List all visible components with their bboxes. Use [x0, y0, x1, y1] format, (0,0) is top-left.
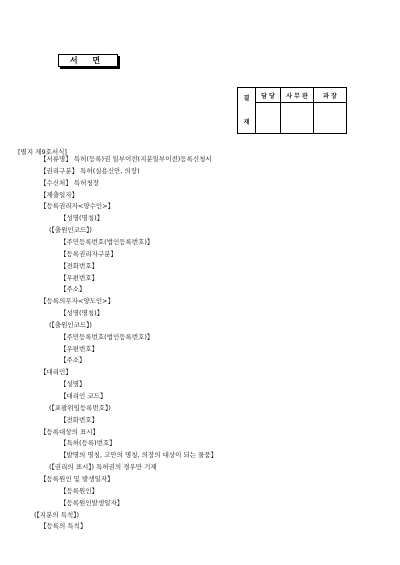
form-line: (【지분의 특칙】) — [34, 510, 80, 519]
form-line: 【성명(명칭)】 — [60, 309, 104, 318]
form-line: 【대리인 코드】 — [60, 392, 107, 400]
approval-header-3: 과 장 — [314, 88, 347, 103]
form-line: 【주소】 — [60, 285, 86, 294]
form-line: 【전화번호】 — [60, 415, 99, 424]
form-line: (【출원인코드】) — [49, 320, 92, 329]
form-line: 【주소】 — [60, 356, 86, 365]
form-line: 【등록원인 및 발생일자】 — [40, 474, 114, 483]
approval-header-1: 담 당 — [256, 88, 281, 103]
form-line: 【권리구분】 특허(실용신안, 의장) — [40, 166, 140, 175]
form-line: 【등록권리자구분】 — [60, 249, 117, 258]
form-line: 【제출일자】 — [40, 190, 79, 199]
form-line: 【서류명】 특허(등록)권 일부이전(지분일부이전)등록신청서 — [40, 155, 212, 163]
document-title: 서 면 — [58, 54, 118, 67]
form-line: 【발명의 명칭, 고안의 명칭, 의장의 대상이 되는 물품】 — [60, 451, 218, 460]
approval-side-label — [238, 88, 256, 134]
form-line: 【수신처】 특허청장 — [40, 178, 100, 187]
form-line: 【등록의무자<양도인>】 — [40, 297, 115, 306]
form-line: 【대리인】 — [40, 368, 72, 377]
form-line: 【전화번호】 — [60, 261, 99, 270]
form-line: 【등록권리자<양수인>】 — [40, 202, 115, 211]
form-line: 【특허(등록)번호】 — [60, 439, 116, 448]
form-line: 【우편번호】 — [60, 273, 99, 282]
form-line: 【성명】 — [60, 380, 86, 389]
form-line: 【우편번호】 — [60, 344, 99, 353]
form-number: [별지 제9호서식] — [18, 148, 67, 156]
form-line: 【등록의 특칙】 — [40, 522, 87, 531]
form-line: (【포괄위임등록번호】) — [49, 403, 111, 412]
approval-side-bottom: 재 — [243, 118, 250, 126]
form-line: 【주민등록번호(법인등록번호)】 — [60, 332, 154, 341]
approval-header-2: 사 무 관 — [281, 88, 314, 103]
form-line: (【출원인코드】) — [49, 226, 92, 235]
form-line: 【등록원인발생일자】 — [60, 498, 124, 507]
form-line: (【권리의 표시】) 특허권의 경우만 기재 — [49, 463, 157, 472]
form-line: 【등록대상의 표시】 — [40, 427, 100, 436]
approval-cell-2[interactable] — [281, 103, 314, 134]
approval-cell-3[interactable] — [314, 103, 347, 134]
form-line: 【주민등록번호(법인등록번호)】 — [60, 237, 154, 246]
approval-table — [237, 87, 347, 134]
form-line: 【성명(명칭)】 — [60, 214, 104, 223]
form-line: 【등록원인】 — [60, 486, 99, 495]
approval-side-top: 결 — [243, 94, 250, 102]
approval-cell-1[interactable] — [256, 103, 281, 134]
